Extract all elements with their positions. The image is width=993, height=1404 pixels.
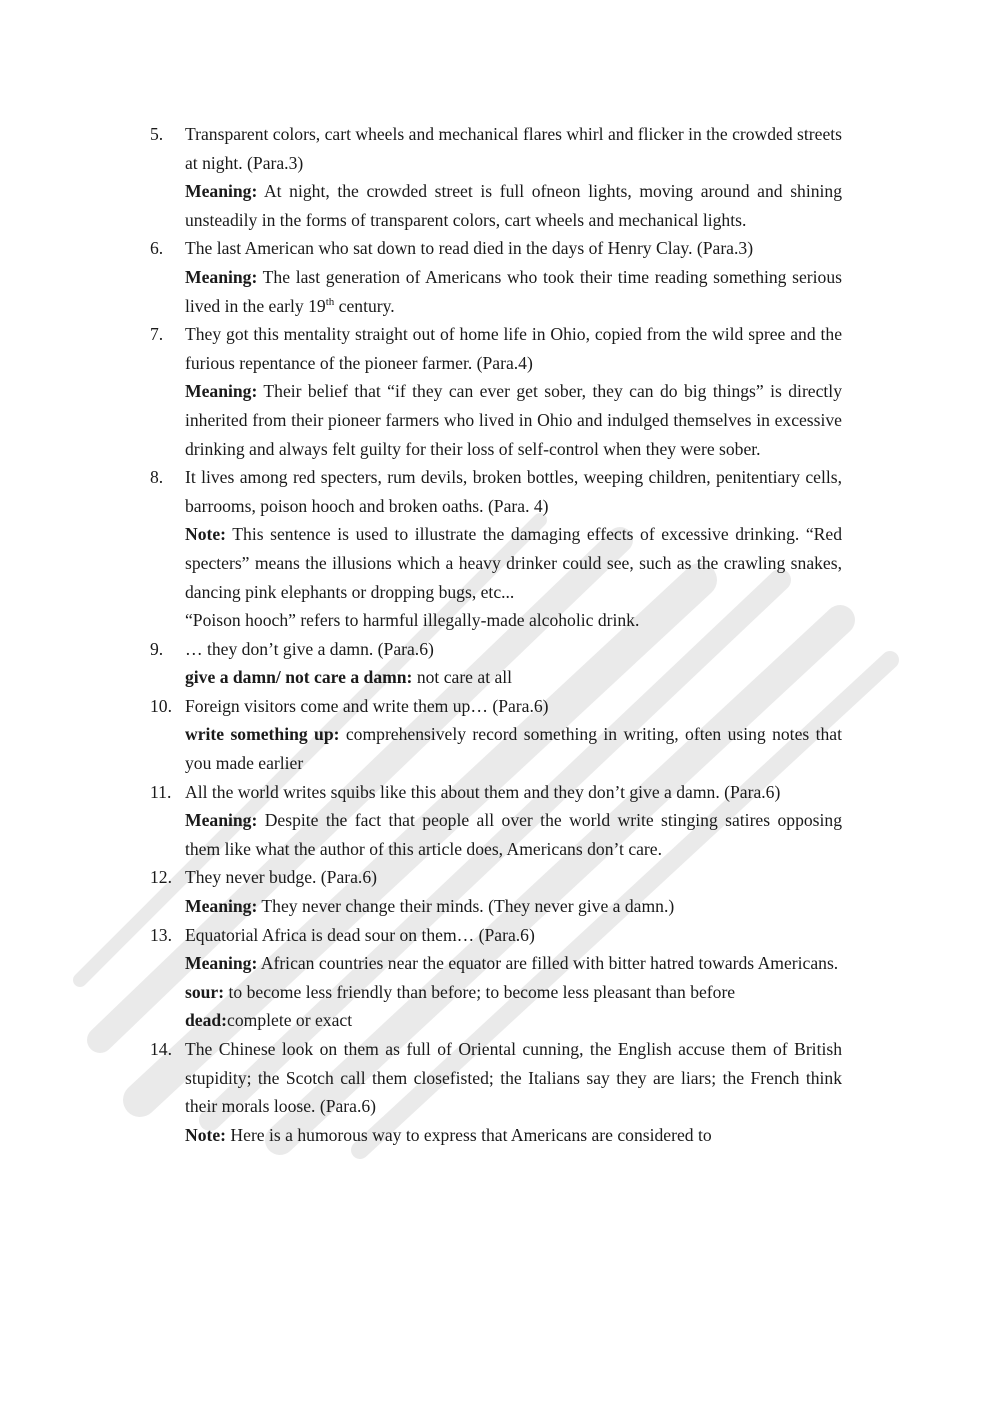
explanation-paragraph xyxy=(185,520,842,606)
paragraph-text: … they don’t give a damn. (Para.6) xyxy=(185,638,434,659)
paragraph-text-tail: century. xyxy=(334,295,395,316)
explanation-label: Meaning: xyxy=(185,810,258,831)
quoted-sentence xyxy=(185,120,842,177)
paragraph-text: not care at all xyxy=(412,667,513,688)
explanation-paragraph xyxy=(185,892,842,921)
list-item xyxy=(150,778,842,864)
quoted-sentence xyxy=(185,1035,842,1121)
explanation-paragraph xyxy=(185,663,842,692)
item-number: 12. xyxy=(150,867,172,888)
explanation-label: Meaning: xyxy=(185,953,258,974)
explanation-label: write something up: xyxy=(185,724,340,745)
item-number: 7. xyxy=(150,324,164,345)
paragraph-text: complete or exact xyxy=(227,1010,353,1031)
paragraph-text: Transparent colors, cart wheels and mechanical flares whirl and flicker in the crowded streets at night. (Para.3) xyxy=(185,124,842,173)
paragraph-text: Their belief that “if they can ever get sober, they can do big things” is directly inherited from their pioneer farmers who lived in Ohio and indulged themselves in excessive drinking and always felt guilty for their loss of self-control when they were sober. xyxy=(185,381,842,459)
list-item xyxy=(150,635,842,692)
item-body xyxy=(185,463,842,635)
list-item xyxy=(150,1035,842,1149)
paragraph-text: They never change their minds. (They never give a damn.) xyxy=(257,896,675,917)
paragraph-text: The last generation of Americans who took their time reading something serious lived in the early 19 xyxy=(185,266,842,316)
paragraph-text: to become less friendly than before; to become less pleasant than before xyxy=(224,981,736,1002)
item-number: 10. xyxy=(150,695,172,716)
explanation-paragraph xyxy=(185,263,842,320)
paragraph-text: The Chinese look on them as full of Oriental cunning, the English accuse them of British stupidity; the Scotch call them closefisted; the Italians say they are liars; the French think their morals loose. (Para.6) xyxy=(185,1039,842,1117)
paragraph-text: Equatorial Africa is dead sour on them… (Para.6) xyxy=(185,924,535,945)
explanation-paragraph xyxy=(185,606,842,635)
item-body xyxy=(185,692,842,778)
list-item xyxy=(150,234,842,320)
quoted-sentence xyxy=(185,778,842,807)
explanation-label: Meaning: xyxy=(185,381,258,402)
explanation-paragraph xyxy=(185,177,842,234)
explanation-paragraph xyxy=(185,806,842,863)
explanation-label: sour: xyxy=(185,981,225,1002)
explanation-label: Meaning: xyxy=(185,181,258,202)
item-number: 5. xyxy=(150,124,164,144)
item-number: 14. xyxy=(150,1039,172,1059)
item-number: 11. xyxy=(150,781,172,802)
explanation-paragraph xyxy=(185,949,842,978)
quoted-sentence xyxy=(185,463,842,520)
paragraph-text: comprehensively record something in writing, often using notes that you made earlier xyxy=(185,724,842,774)
document-page xyxy=(150,0,842,1149)
list-item xyxy=(150,692,842,778)
explanation-paragraph xyxy=(185,1006,842,1035)
quoted-sentence xyxy=(185,863,842,892)
paragraph-text: The last American who sat down to read died in the days of Henry Clay. (Para.3) xyxy=(185,238,754,259)
superscript-text: th xyxy=(325,295,335,308)
item-number: 6. xyxy=(150,238,164,259)
item-number: 9. xyxy=(150,638,164,659)
list-item xyxy=(150,320,842,463)
quoted-sentence xyxy=(185,921,842,950)
list-item xyxy=(150,120,842,234)
explanation-paragraph xyxy=(185,377,842,463)
paragraph-text: African countries near the equator are filled with bitter hatred towards Americans. xyxy=(257,953,839,974)
paragraph-text: It lives among red specters, rum devils, broken bottles, weeping children, penitentiary cells, barrooms, poison hooch and broken oaths. (Para. 4) xyxy=(185,467,842,516)
explanation-label: Meaning: xyxy=(185,266,258,287)
paragraph-text: They never budge. (Para.6) xyxy=(185,867,377,888)
item-body xyxy=(185,234,842,320)
explanation-label: Note: xyxy=(185,1124,227,1145)
paragraph-text: Here is a humorous way to express that Americans are considered to xyxy=(226,1124,712,1145)
paragraph-text: Despite the fact that people all over the world write stinging satires opposing them like what the author of this article does, Americans don’t care. xyxy=(185,810,842,859)
list-item xyxy=(150,463,842,635)
paragraph-text: They got this mentality straight out of home life in Ohio, copied from the wild spree and the furious repentance of the pioneer farmer. (Para.4) xyxy=(185,324,842,373)
quoted-sentence xyxy=(185,320,842,377)
item-number: 13. xyxy=(150,924,172,945)
explanation-label: Meaning: xyxy=(185,896,258,917)
list-item xyxy=(150,863,842,920)
quoted-sentence xyxy=(185,635,842,664)
paragraph-text: Foreign visitors come and write them up… (Para.6) xyxy=(185,695,549,716)
item-number: 8. xyxy=(150,467,164,488)
explanation-paragraph xyxy=(185,720,842,777)
explanation-paragraph xyxy=(185,1121,842,1150)
paragraph-text: All the world writes squibs like this about them and they don’t give a damn. (Para.6) xyxy=(185,781,781,802)
item-body xyxy=(185,1035,842,1149)
item-body xyxy=(185,921,842,1035)
list-item xyxy=(150,921,842,1035)
quoted-sentence xyxy=(185,692,842,721)
paragraph-text: “Poison hooch” refers to harmful illegally-made alcoholic drink. xyxy=(185,610,640,631)
item-body xyxy=(185,635,842,692)
item-body xyxy=(185,863,842,920)
quoted-sentence xyxy=(185,234,842,263)
explanation-paragraph xyxy=(185,978,842,1007)
item-body xyxy=(185,778,842,864)
explanation-label: dead: xyxy=(185,1010,228,1031)
explanation-label: Note: xyxy=(185,524,227,545)
paragraph-text: This sentence is used to illustrate the damaging effects of excessive drinking. “Red specters” means the illusions which a heavy drinker could see, such as the crawling snakes, dancing pink elephants or dropping bugs, etc... xyxy=(185,524,842,602)
explanation-label: give a damn/ not care a damn: xyxy=(185,667,413,688)
item-body xyxy=(185,120,842,234)
item-body xyxy=(185,320,842,463)
paragraph-text: At night, the crowded street is full ofneon lights, moving around and shining unsteadily in the forms of transparent colors, cart wheels and mechanical lights. xyxy=(185,181,842,230)
